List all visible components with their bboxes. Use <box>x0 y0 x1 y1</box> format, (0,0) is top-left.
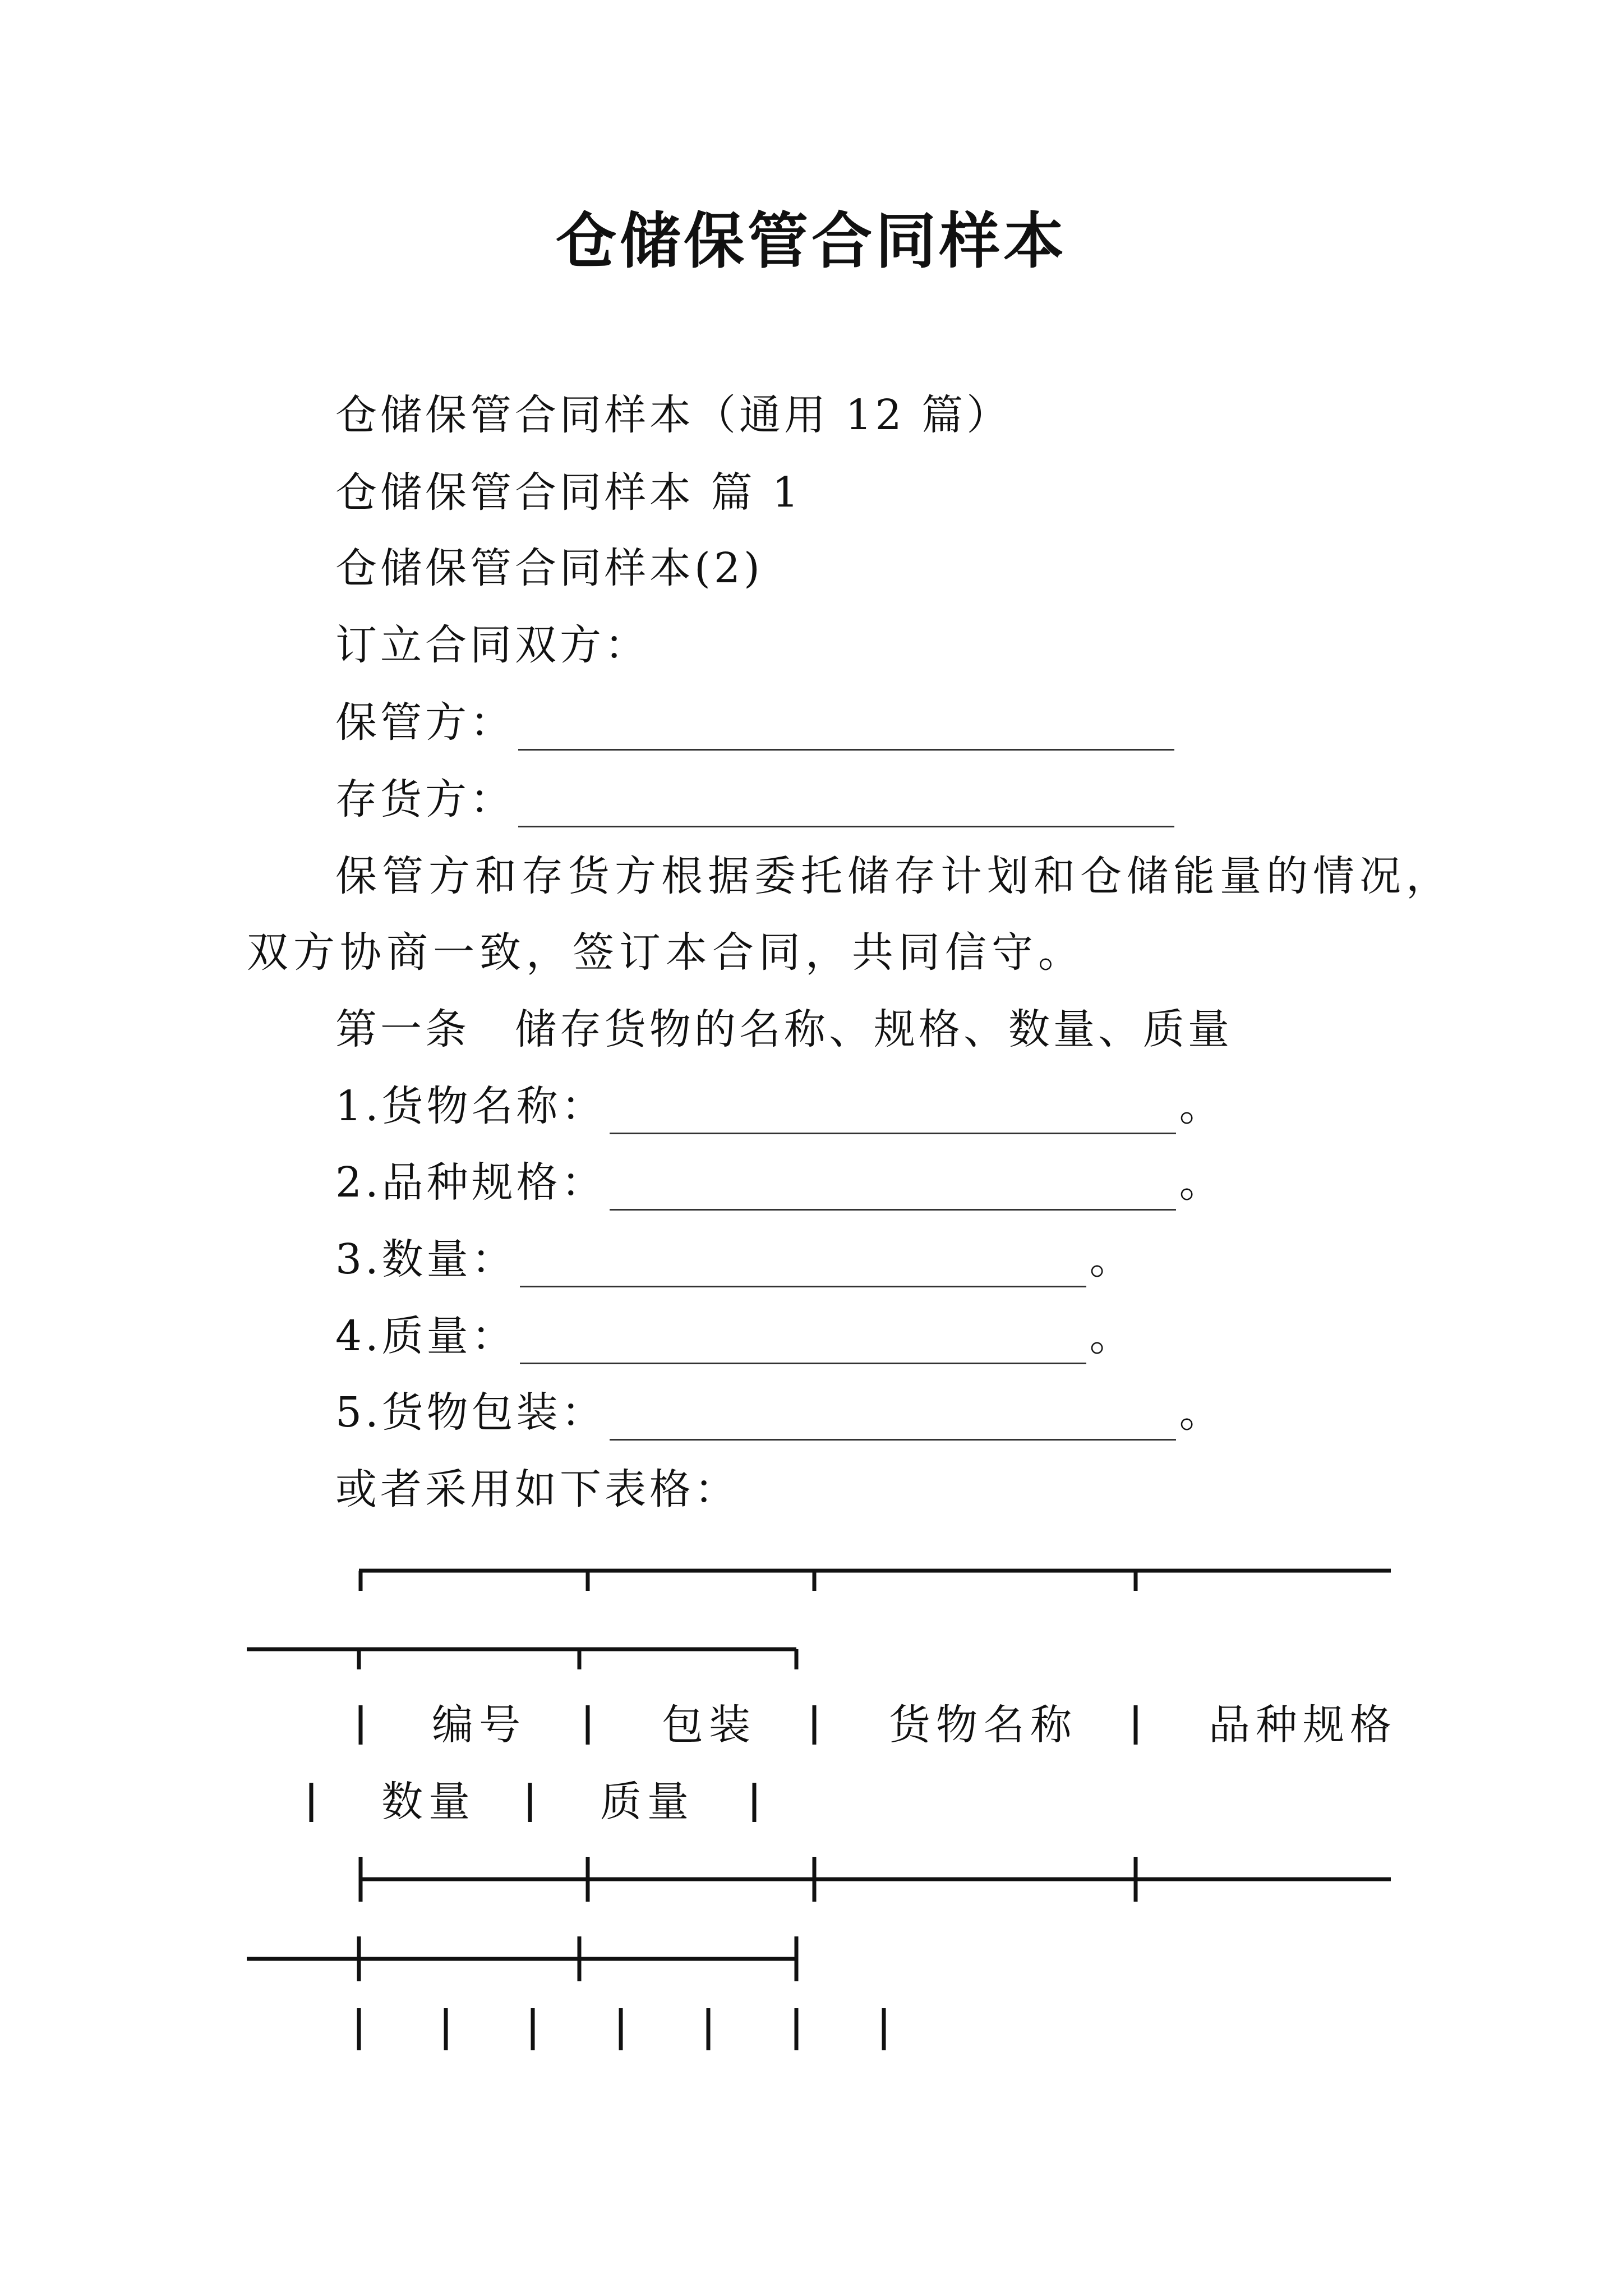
custodian-label: 保管方： <box>335 698 515 747</box>
header-packaging: 包装 <box>662 1701 756 1749</box>
period: 。 <box>1089 1235 1135 1283</box>
header-quality: 质量 <box>600 1778 694 1826</box>
period: 。 <box>1179 1158 1224 1207</box>
depositor-label: 存货方： <box>335 775 515 823</box>
packaging-label: 5.货物包装： <box>335 1388 606 1437</box>
header-variety-spec: 品种规格 <box>1209 1701 1397 1749</box>
variety-spec-label: 2.品种规格： <box>335 1158 606 1207</box>
document-title: 仓储保管合同样本 <box>555 206 1067 277</box>
header-number: 编号 <box>432 1701 526 1749</box>
quality-label: 4.质量： <box>335 1312 517 1360</box>
header-goods-name: 货物名称 <box>889 1701 1077 1749</box>
table-intro: 或者采用如下表格： <box>335 1465 739 1513</box>
intro-paragraph-line-1: 保管方和存货方根据委托储存计划和仓储能量的情况， <box>335 852 1453 900</box>
goods-name-label: 1.货物名称： <box>335 1082 606 1130</box>
intro-paragraph-line-2: 双方协商一致，签订本合同，共同信守。 <box>247 928 1085 977</box>
article-one-heading: 第一条 储存货物的名称、规格、数量、质量 <box>335 1005 1233 1053</box>
quantity-label: 3.数量： <box>335 1235 517 1283</box>
period: 。 <box>1179 1082 1224 1130</box>
period: 。 <box>1179 1388 1224 1437</box>
parties-label: 订立合同双方： <box>335 621 649 669</box>
section-heading: 仓储保管合同样本 篇 1 <box>335 468 803 517</box>
subtitle-line: 仓储保管合同样本（通用 12 篇） <box>335 391 1012 439</box>
period: 。 <box>1089 1312 1135 1360</box>
header-quantity: 数量 <box>381 1778 476 1826</box>
contract-heading: 仓储保管合同样本(2) <box>335 544 763 592</box>
